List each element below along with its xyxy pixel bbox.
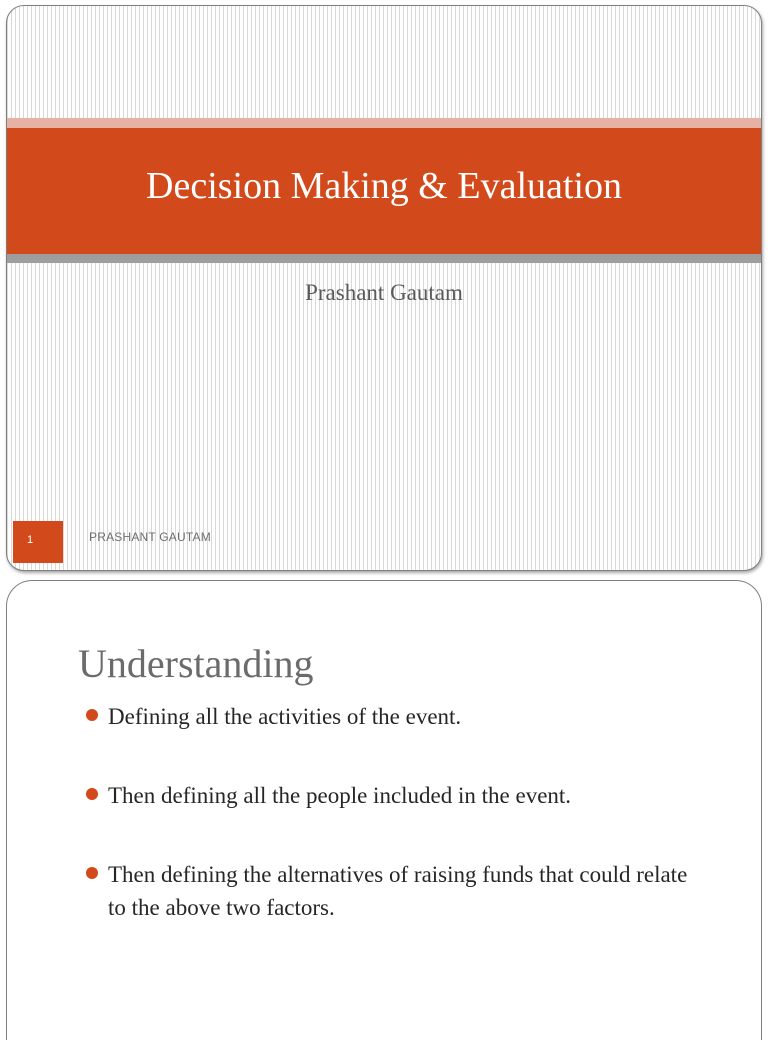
slide-footer: PRASHANT GAUTAM: [89, 530, 211, 544]
list-item: [86, 700, 706, 733]
bullet-text: Defining all the activities of the event.: [108, 704, 462, 729]
bullet-dot-icon: [86, 867, 98, 879]
bullet-text: Then defining the alternatives of raising funds that could relate to the above two factors.: [108, 862, 688, 920]
title-bottom-strip: [7, 254, 761, 263]
bullet-text: Then defining all the people included in the event.: [108, 783, 572, 808]
content-heading: Understanding: [78, 641, 314, 686]
bullet-dot-icon: [86, 709, 98, 721]
slide-number-badge: [13, 521, 63, 563]
title-band: [7, 128, 761, 254]
title-top-strip: [7, 118, 761, 128]
slide-title: Decision Making & Evaluation: [146, 165, 622, 207]
bullet-dot-icon: [86, 788, 98, 800]
slide-number: 1: [27, 534, 34, 546]
list-item: [86, 779, 706, 812]
list-item: [86, 858, 706, 924]
slide-subtitle: Prashant Gautam: [305, 280, 463, 305]
title-slide: [6, 5, 762, 571]
bullet-list: [86, 700, 706, 970]
